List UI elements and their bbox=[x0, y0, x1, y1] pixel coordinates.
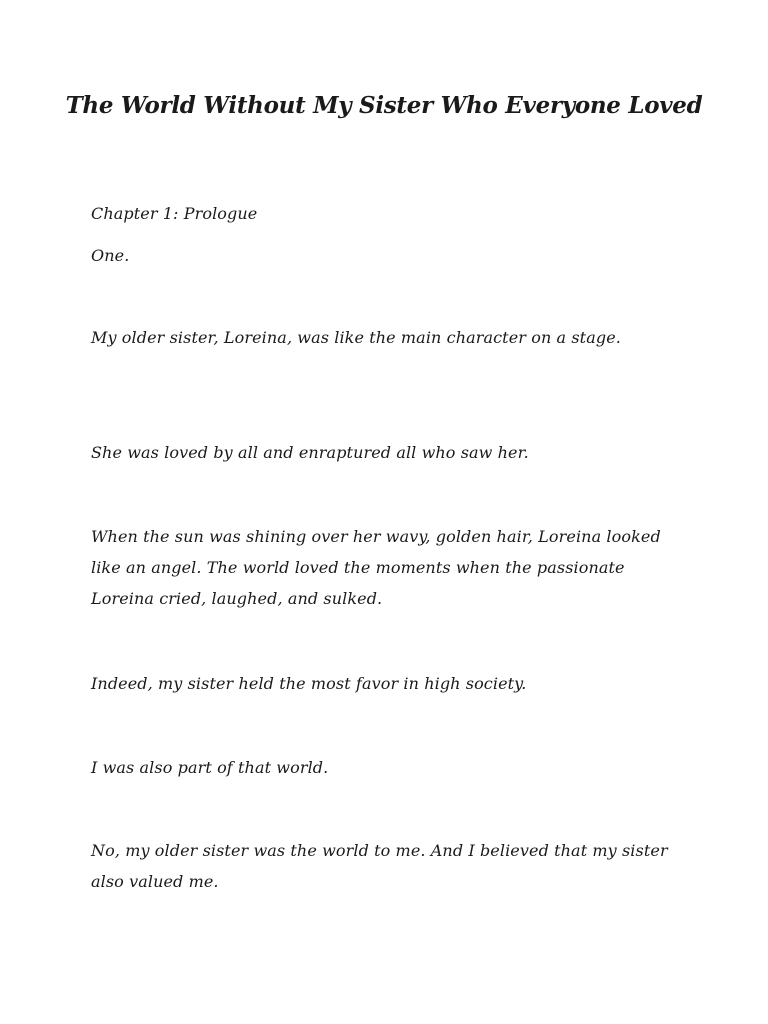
paragraph: My older sister, Loreina, was like the main character on a stage. bbox=[91, 328, 621, 347]
chapter-heading: Chapter 1: Prologue bbox=[91, 204, 258, 223]
paragraph: When the sun was shining over her wavy, golden hair, Loreina looked like an angel. The world loved the moments when the passionate Loreina cried, laughed, and sulked. bbox=[91, 527, 661, 608]
paragraph: Indeed, my sister held the most favor in high society. bbox=[91, 674, 527, 693]
paragraph: She was loved by all and enraptured all who saw her. bbox=[91, 443, 529, 462]
paragraph: No, my older sister was the world to me. And I believed that my sister also valued me. bbox=[91, 841, 668, 891]
document-title: The World Without My Sister Who Everyone Loved bbox=[65, 92, 703, 119]
section-label: One. bbox=[91, 246, 130, 265]
paragraph: I was also part of that world. bbox=[91, 758, 329, 777]
